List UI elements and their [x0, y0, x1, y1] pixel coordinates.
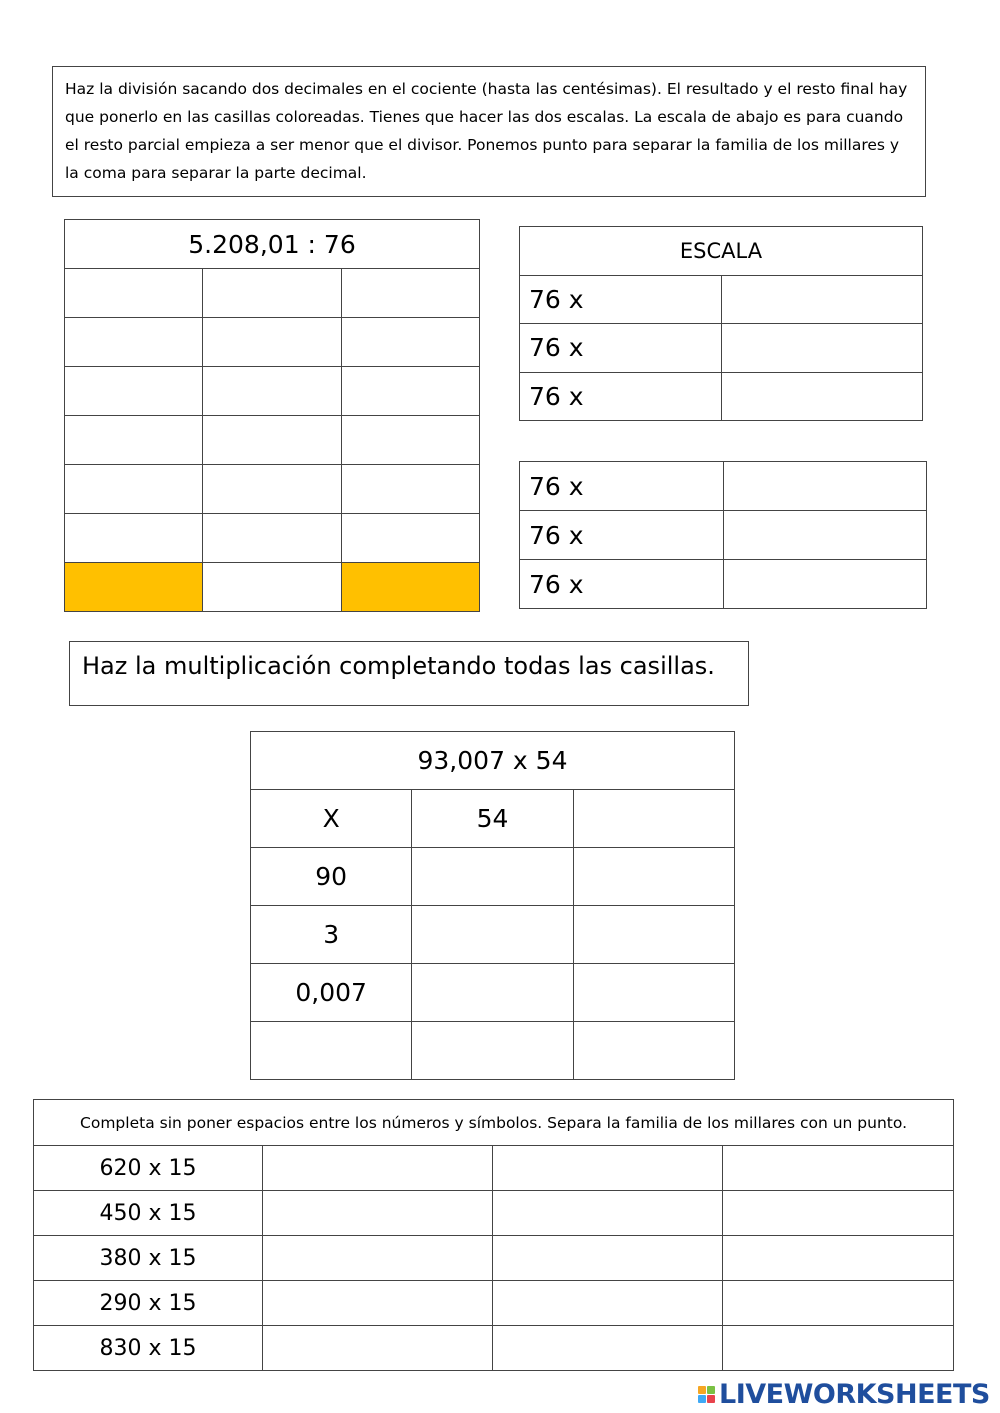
division-cell-input[interactable] — [203, 465, 341, 514]
completion-input[interactable] — [493, 1146, 723, 1191]
completion-input[interactable] — [723, 1191, 954, 1236]
scale-label: 76 x — [520, 511, 724, 560]
scale-input[interactable] — [723, 560, 927, 609]
completion-input[interactable] — [723, 1281, 954, 1326]
liveworksheets-icon — [698, 1386, 715, 1403]
scale-label: 76 x — [520, 275, 722, 324]
multiplication-input[interactable] — [573, 1022, 734, 1080]
completion-input[interactable] — [263, 1236, 493, 1281]
completion-input[interactable] — [263, 1281, 493, 1326]
division-cell-input[interactable] — [65, 514, 203, 563]
completion-input[interactable] — [263, 1191, 493, 1236]
multiplication-table — [250, 731, 735, 1080]
completion-row — [34, 1191, 954, 1236]
remainder-input[interactable] — [65, 563, 203, 612]
multiplication-title: 93,007 x 54 — [251, 732, 735, 790]
multiplication-input[interactable] — [251, 1022, 412, 1080]
scale-table-top — [519, 226, 923, 421]
division-instructions: Haz la división sacando dos decimales en el cociente (hasta las centésimas). El resultado y el resto final hay que ponerlo en las casillas coloreadas. Tienes que hacer las dos escalas. La escala de abajo es para cuando el resto parcial empieza a ser menor que el divisor. Ponemos punto para separar la familia de los millares y la coma para separar la parte decimal. — [52, 66, 926, 197]
multiplication-term: 90 — [251, 848, 412, 906]
division-cell-input[interactable] — [203, 563, 341, 612]
multiplication-input[interactable] — [573, 790, 734, 848]
multiplication-multiplier: 54 — [412, 790, 573, 848]
scale-label: 76 x — [520, 372, 722, 421]
division-cell-input[interactable] — [203, 416, 341, 465]
scale-label: 76 x — [520, 560, 724, 609]
division-row — [65, 416, 480, 465]
scale-table-bottom — [519, 461, 927, 609]
multiplication-input[interactable] — [412, 1022, 573, 1080]
division-cell-input[interactable] — [341, 514, 479, 563]
completion-instructions: Completa sin poner espacios entre los números y símbolos. Separa la familia de los millares con un punto. — [34, 1100, 954, 1146]
scale-row — [520, 324, 923, 373]
division-row — [65, 318, 480, 367]
division-cell-input[interactable] — [341, 416, 479, 465]
completion-expression: 380 x 15 — [34, 1236, 263, 1281]
scale-row — [520, 560, 927, 609]
division-cell-input[interactable] — [65, 367, 203, 416]
multiplication-input[interactable] — [412, 906, 573, 964]
scale-label: 76 x — [520, 462, 724, 511]
multiplication-input[interactable] — [573, 848, 734, 906]
multiplication-total-row — [251, 1022, 735, 1080]
completion-input[interactable] — [723, 1146, 954, 1191]
scale-input[interactable] — [721, 275, 923, 324]
division-cell-input[interactable] — [203, 514, 341, 563]
division-cell-input[interactable] — [65, 416, 203, 465]
scale-input[interactable] — [723, 511, 927, 560]
scale-row — [520, 372, 923, 421]
multiplication-operator: X — [251, 790, 412, 848]
completion-expression: 830 x 15 — [34, 1326, 263, 1371]
completion-input[interactable] — [723, 1326, 954, 1371]
multiplication-term: 3 — [251, 906, 412, 964]
completion-input[interactable] — [723, 1236, 954, 1281]
division-cell-input[interactable] — [341, 269, 479, 318]
division-cell-input[interactable] — [65, 269, 203, 318]
multiplication-term: 0,007 — [251, 964, 412, 1022]
multiplication-row — [251, 906, 735, 964]
completion-input[interactable] — [263, 1326, 493, 1371]
quotient-input[interactable] — [341, 563, 479, 612]
completion-expression: 620 x 15 — [34, 1146, 263, 1191]
division-cell-input[interactable] — [341, 465, 479, 514]
scale-title: ESCALA — [520, 227, 923, 276]
completion-row — [34, 1281, 954, 1326]
completion-input[interactable] — [263, 1146, 493, 1191]
division-cell-input[interactable] — [65, 465, 203, 514]
division-cell-input[interactable] — [341, 367, 479, 416]
division-cell-input[interactable] — [203, 318, 341, 367]
division-row — [65, 367, 480, 416]
completion-input[interactable] — [493, 1281, 723, 1326]
division-row — [65, 269, 480, 318]
scale-input[interactable] — [723, 462, 927, 511]
division-cell-input[interactable] — [203, 367, 341, 416]
completion-row — [34, 1236, 954, 1281]
division-table — [64, 219, 480, 612]
scale-row — [520, 462, 927, 511]
liveworksheets-logo — [698, 1378, 990, 1410]
completion-table — [33, 1099, 954, 1371]
scale-label: 76 x — [520, 324, 722, 373]
division-row — [65, 514, 480, 563]
division-result-row — [65, 563, 480, 612]
scale-input[interactable] — [721, 372, 923, 421]
scale-input[interactable] — [721, 324, 923, 373]
scale-row — [520, 511, 927, 560]
division-cell-input[interactable] — [203, 269, 341, 318]
multiplication-instructions: Haz la multiplicación completando todas las casillas. — [69, 641, 749, 706]
division-cell-input[interactable] — [341, 318, 479, 367]
multiplication-input[interactable] — [412, 848, 573, 906]
liveworksheets-text: LIVEWORKSHEETS — [719, 1378, 990, 1410]
multiplication-row — [251, 964, 735, 1022]
completion-row — [34, 1146, 954, 1191]
completion-input[interactable] — [493, 1191, 723, 1236]
multiplication-input[interactable] — [412, 964, 573, 1022]
completion-expression: 290 x 15 — [34, 1281, 263, 1326]
multiplication-input[interactable] — [573, 906, 734, 964]
division-title: 5.208,01 : 76 — [65, 220, 480, 269]
multiplication-input[interactable] — [573, 964, 734, 1022]
completion-row — [34, 1326, 954, 1371]
scale-row — [520, 275, 923, 324]
multiplication-header-row — [251, 790, 735, 848]
completion-input[interactable] — [493, 1236, 723, 1281]
division-cell-input[interactable] — [65, 318, 203, 367]
completion-expression: 450 x 15 — [34, 1191, 263, 1236]
completion-input[interactable] — [493, 1326, 723, 1371]
multiplication-row — [251, 848, 735, 906]
division-row — [65, 465, 480, 514]
